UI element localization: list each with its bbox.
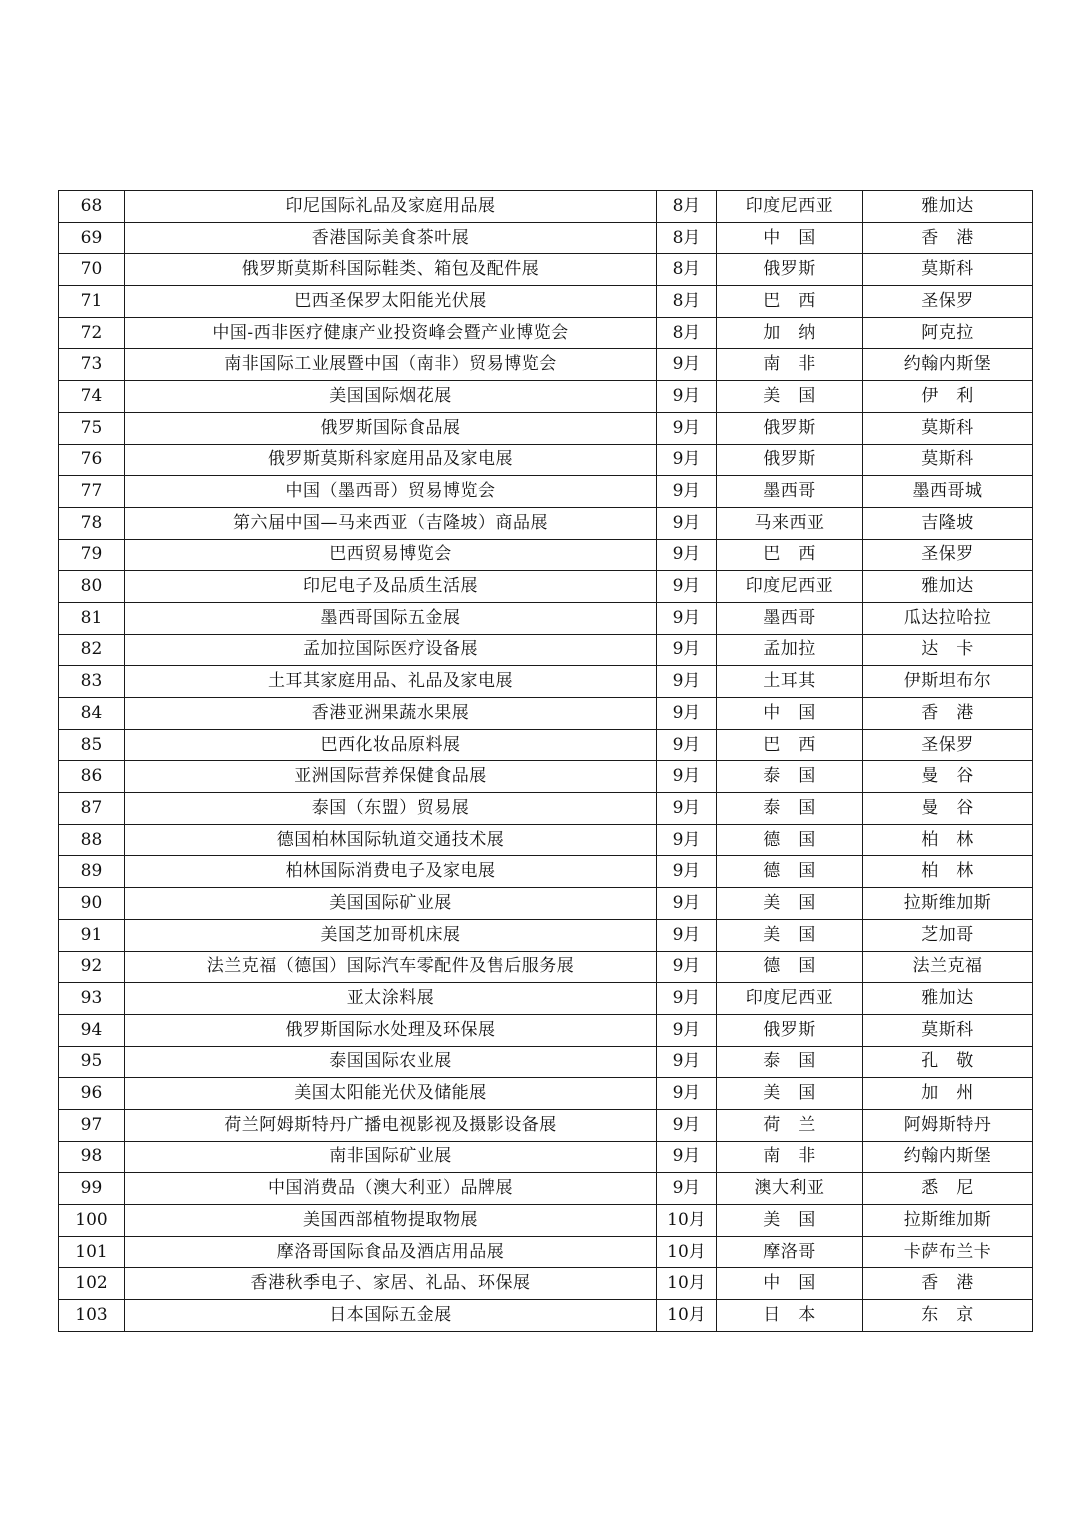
row-number-cell: 102	[59, 1268, 125, 1300]
month-cell: 9月	[657, 476, 717, 508]
table-row	[59, 222, 1033, 254]
country-cell: 泰 国	[717, 1046, 863, 1078]
row-number-cell: 69	[59, 222, 125, 254]
table-row	[59, 412, 1033, 444]
table-row	[59, 191, 1033, 223]
exhibition-name-cell: 印尼国际礼品及家庭用品展	[125, 191, 657, 223]
row-number-cell: 90	[59, 888, 125, 920]
country-cell: 德 国	[717, 951, 863, 983]
country-cell: 中 国	[717, 222, 863, 254]
exhibition-name-cell: 荷兰阿姆斯特丹广播电视影视及摄影设备展	[125, 1109, 657, 1141]
exhibition-name-cell: 美国国际矿业展	[125, 888, 657, 920]
country-cell: 中 国	[717, 1268, 863, 1300]
country-cell: 印度尼西亚	[717, 191, 863, 223]
table-row	[59, 1109, 1033, 1141]
exhibition-name-cell: 俄罗斯莫斯科家庭用品及家电展	[125, 444, 657, 476]
exhibition-name-cell: 法兰克福（德国）国际汽车零配件及售后服务展	[125, 951, 657, 983]
table-row	[59, 381, 1033, 413]
exhibition-name-cell: 俄罗斯莫斯科国际鞋类、箱包及配件展	[125, 254, 657, 286]
table-row	[59, 476, 1033, 508]
country-cell: 印度尼西亚	[717, 571, 863, 603]
month-cell: 8月	[657, 254, 717, 286]
month-cell: 9月	[657, 1014, 717, 1046]
exhibition-name-cell: 巴西化妆品原料展	[125, 729, 657, 761]
country-cell: 南 非	[717, 1141, 863, 1173]
month-cell: 8月	[657, 222, 717, 254]
row-number-cell: 100	[59, 1205, 125, 1237]
exhibition-name-cell: 孟加拉国际医疗设备展	[125, 634, 657, 666]
row-number-cell: 71	[59, 286, 125, 318]
table-row	[59, 1078, 1033, 1110]
table-row	[59, 1205, 1033, 1237]
country-cell: 墨西哥	[717, 476, 863, 508]
city-cell: 柏 林	[863, 856, 1033, 888]
table-row	[59, 1141, 1033, 1173]
row-number-cell: 92	[59, 951, 125, 983]
month-cell: 9月	[657, 1109, 717, 1141]
country-cell: 俄罗斯	[717, 444, 863, 476]
country-cell: 德 国	[717, 824, 863, 856]
exhibition-name-cell: 香港亚洲果蔬水果展	[125, 698, 657, 730]
month-cell: 9月	[657, 444, 717, 476]
month-cell: 9月	[657, 951, 717, 983]
row-number-cell: 87	[59, 793, 125, 825]
city-cell: 柏 林	[863, 824, 1033, 856]
table-row	[59, 349, 1033, 381]
row-number-cell: 73	[59, 349, 125, 381]
row-number-cell: 76	[59, 444, 125, 476]
country-cell: 俄罗斯	[717, 1014, 863, 1046]
exhibition-name-cell: 柏林国际消费电子及家电展	[125, 856, 657, 888]
row-number-cell: 89	[59, 856, 125, 888]
month-cell: 9月	[657, 349, 717, 381]
table-row	[59, 856, 1033, 888]
row-number-cell: 74	[59, 381, 125, 413]
month-cell: 8月	[657, 286, 717, 318]
row-number-cell: 85	[59, 729, 125, 761]
table-row	[59, 286, 1033, 318]
month-cell: 9月	[657, 824, 717, 856]
month-cell: 9月	[657, 919, 717, 951]
city-cell: 阿姆斯特丹	[863, 1109, 1033, 1141]
exhibition-name-cell: 巴西贸易博览会	[125, 539, 657, 571]
row-number-cell: 95	[59, 1046, 125, 1078]
city-cell: 吉隆坡	[863, 507, 1033, 539]
exhibition-name-cell: 摩洛哥国际食品及酒店用品展	[125, 1236, 657, 1268]
row-number-cell: 81	[59, 602, 125, 634]
month-cell: 9月	[657, 698, 717, 730]
month-cell: 9月	[657, 381, 717, 413]
month-cell: 9月	[657, 412, 717, 444]
city-cell: 拉斯维加斯	[863, 1205, 1033, 1237]
exhibition-name-cell: 亚洲国际营养保健食品展	[125, 761, 657, 793]
table-row	[59, 1268, 1033, 1300]
city-cell: 约翰内斯堡	[863, 1141, 1033, 1173]
row-number-cell: 83	[59, 666, 125, 698]
city-cell: 香 港	[863, 1268, 1033, 1300]
country-cell: 墨西哥	[717, 602, 863, 634]
row-number-cell: 68	[59, 191, 125, 223]
country-cell: 巴 西	[717, 539, 863, 571]
month-cell: 9月	[657, 1046, 717, 1078]
exhibition-table	[58, 190, 1033, 1332]
country-cell: 日 本	[717, 1300, 863, 1332]
table-row	[59, 1046, 1033, 1078]
city-cell: 达 卡	[863, 634, 1033, 666]
month-cell: 9月	[657, 571, 717, 603]
table-row	[59, 317, 1033, 349]
month-cell: 8月	[657, 317, 717, 349]
city-cell: 曼 谷	[863, 761, 1033, 793]
city-cell: 悉 尼	[863, 1173, 1033, 1205]
exhibition-name-cell: 俄罗斯国际水处理及环保展	[125, 1014, 657, 1046]
exhibition-name-cell: 亚太涂料展	[125, 983, 657, 1015]
country-cell: 孟加拉	[717, 634, 863, 666]
table-row	[59, 666, 1033, 698]
exhibition-name-cell: 南非国际矿业展	[125, 1141, 657, 1173]
month-cell: 9月	[657, 1078, 717, 1110]
country-cell: 土耳其	[717, 666, 863, 698]
city-cell: 阿克拉	[863, 317, 1033, 349]
city-cell: 伊 利	[863, 381, 1033, 413]
table-row	[59, 1173, 1033, 1205]
row-number-cell: 103	[59, 1300, 125, 1332]
exhibition-name-cell: 美国西部植物提取物展	[125, 1205, 657, 1237]
city-cell: 加 州	[863, 1078, 1033, 1110]
month-cell: 9月	[657, 1141, 717, 1173]
exhibition-name-cell: 南非国际工业展暨中国（南非）贸易博览会	[125, 349, 657, 381]
city-cell: 约翰内斯堡	[863, 349, 1033, 381]
table-row	[59, 729, 1033, 761]
country-cell: 泰 国	[717, 793, 863, 825]
row-number-cell: 79	[59, 539, 125, 571]
exhibition-name-cell: 香港秋季电子、家居、礼品、环保展	[125, 1268, 657, 1300]
month-cell: 9月	[657, 507, 717, 539]
country-cell: 南 非	[717, 349, 863, 381]
table-row	[59, 254, 1033, 286]
exhibition-name-cell: 墨西哥国际五金展	[125, 602, 657, 634]
country-cell: 美 国	[717, 919, 863, 951]
month-cell: 9月	[657, 856, 717, 888]
city-cell: 莫斯科	[863, 1014, 1033, 1046]
table-body	[59, 191, 1033, 1332]
row-number-cell: 82	[59, 634, 125, 666]
city-cell: 雅加达	[863, 983, 1033, 1015]
row-number-cell: 80	[59, 571, 125, 603]
row-number-cell: 70	[59, 254, 125, 286]
row-number-cell: 78	[59, 507, 125, 539]
month-cell: 9月	[657, 1173, 717, 1205]
table-row	[59, 793, 1033, 825]
city-cell: 圣保罗	[863, 286, 1033, 318]
table-row	[59, 824, 1033, 856]
city-cell: 东 京	[863, 1300, 1033, 1332]
exhibition-name-cell: 美国芝加哥机床展	[125, 919, 657, 951]
table-row	[59, 539, 1033, 571]
city-cell: 圣保罗	[863, 729, 1033, 761]
exhibition-name-cell: 第六届中国—马来西亚（吉隆坡）商品展	[125, 507, 657, 539]
exhibition-name-cell: 美国国际烟花展	[125, 381, 657, 413]
city-cell: 卡萨布兰卡	[863, 1236, 1033, 1268]
exhibition-name-cell: 巴西圣保罗太阳能光伏展	[125, 286, 657, 318]
row-number-cell: 97	[59, 1109, 125, 1141]
city-cell: 孔 敬	[863, 1046, 1033, 1078]
table-row	[59, 1236, 1033, 1268]
country-cell: 美 国	[717, 1205, 863, 1237]
city-cell: 伊斯坦布尔	[863, 666, 1033, 698]
table-row	[59, 507, 1033, 539]
city-cell: 雅加达	[863, 571, 1033, 603]
month-cell: 9月	[657, 602, 717, 634]
exhibition-name-cell: 中国（墨西哥）贸易博览会	[125, 476, 657, 508]
row-number-cell: 72	[59, 317, 125, 349]
exhibition-name-cell: 印尼电子及品质生活展	[125, 571, 657, 603]
country-cell: 巴 西	[717, 729, 863, 761]
country-cell: 荷 兰	[717, 1109, 863, 1141]
row-number-cell: 91	[59, 919, 125, 951]
table-row	[59, 983, 1033, 1015]
country-cell: 澳大利亚	[717, 1173, 863, 1205]
exhibition-name-cell: 泰国（东盟）贸易展	[125, 793, 657, 825]
row-number-cell: 94	[59, 1014, 125, 1046]
row-number-cell: 93	[59, 983, 125, 1015]
city-cell: 拉斯维加斯	[863, 888, 1033, 920]
city-cell: 圣保罗	[863, 539, 1033, 571]
table-row	[59, 1014, 1033, 1046]
table-row	[59, 571, 1033, 603]
exhibition-name-cell: 美国太阳能光伏及储能展	[125, 1078, 657, 1110]
city-cell: 莫斯科	[863, 254, 1033, 286]
country-cell: 俄罗斯	[717, 412, 863, 444]
table-row	[59, 444, 1033, 476]
country-cell: 巴 西	[717, 286, 863, 318]
month-cell: 9月	[657, 793, 717, 825]
city-cell: 莫斯科	[863, 444, 1033, 476]
city-cell: 芝加哥	[863, 919, 1033, 951]
city-cell: 曼 谷	[863, 793, 1033, 825]
country-cell: 中 国	[717, 698, 863, 730]
country-cell: 美 国	[717, 1078, 863, 1110]
city-cell: 莫斯科	[863, 412, 1033, 444]
country-cell: 美 国	[717, 888, 863, 920]
city-cell: 法兰克福	[863, 951, 1033, 983]
row-number-cell: 96	[59, 1078, 125, 1110]
country-cell: 摩洛哥	[717, 1236, 863, 1268]
month-cell: 8月	[657, 191, 717, 223]
row-number-cell: 88	[59, 824, 125, 856]
month-cell: 10月	[657, 1205, 717, 1237]
table-row	[59, 919, 1033, 951]
row-number-cell: 75	[59, 412, 125, 444]
exhibition-name-cell: 俄罗斯国际食品展	[125, 412, 657, 444]
month-cell: 9月	[657, 539, 717, 571]
row-number-cell: 77	[59, 476, 125, 508]
city-cell: 墨西哥城	[863, 476, 1033, 508]
exhibition-name-cell: 香港国际美食茶叶展	[125, 222, 657, 254]
row-number-cell: 86	[59, 761, 125, 793]
row-number-cell: 101	[59, 1236, 125, 1268]
row-number-cell: 98	[59, 1141, 125, 1173]
exhibition-name-cell: 中国消费品（澳大利亚）品牌展	[125, 1173, 657, 1205]
country-cell: 美 国	[717, 381, 863, 413]
country-cell: 加 纳	[717, 317, 863, 349]
month-cell: 9月	[657, 729, 717, 761]
city-cell: 香 港	[863, 222, 1033, 254]
exhibition-name-cell: 日本国际五金展	[125, 1300, 657, 1332]
country-cell: 印度尼西亚	[717, 983, 863, 1015]
table-row	[59, 634, 1033, 666]
country-cell: 泰 国	[717, 761, 863, 793]
exhibition-name-cell: 泰国国际农业展	[125, 1046, 657, 1078]
exhibition-name-cell: 土耳其家庭用品、礼品及家电展	[125, 666, 657, 698]
table-row	[59, 602, 1033, 634]
table-row	[59, 888, 1033, 920]
row-number-cell: 84	[59, 698, 125, 730]
city-cell: 香 港	[863, 698, 1033, 730]
country-cell: 德 国	[717, 856, 863, 888]
month-cell: 9月	[657, 761, 717, 793]
exhibition-name-cell: 德国柏林国际轨道交通技术展	[125, 824, 657, 856]
table-row	[59, 761, 1033, 793]
month-cell: 10月	[657, 1300, 717, 1332]
table-row	[59, 698, 1033, 730]
month-cell: 10月	[657, 1236, 717, 1268]
row-number-cell: 99	[59, 1173, 125, 1205]
exhibition-name-cell: 中国-西非医疗健康产业投资峰会暨产业博览会	[125, 317, 657, 349]
country-cell: 俄罗斯	[717, 254, 863, 286]
city-cell: 雅加达	[863, 191, 1033, 223]
month-cell: 9月	[657, 888, 717, 920]
month-cell: 9月	[657, 634, 717, 666]
city-cell: 瓜达拉哈拉	[863, 602, 1033, 634]
month-cell: 10月	[657, 1268, 717, 1300]
month-cell: 9月	[657, 666, 717, 698]
month-cell: 9月	[657, 983, 717, 1015]
country-cell: 马来西亚	[717, 507, 863, 539]
table-row	[59, 951, 1033, 983]
table-row	[59, 1300, 1033, 1332]
